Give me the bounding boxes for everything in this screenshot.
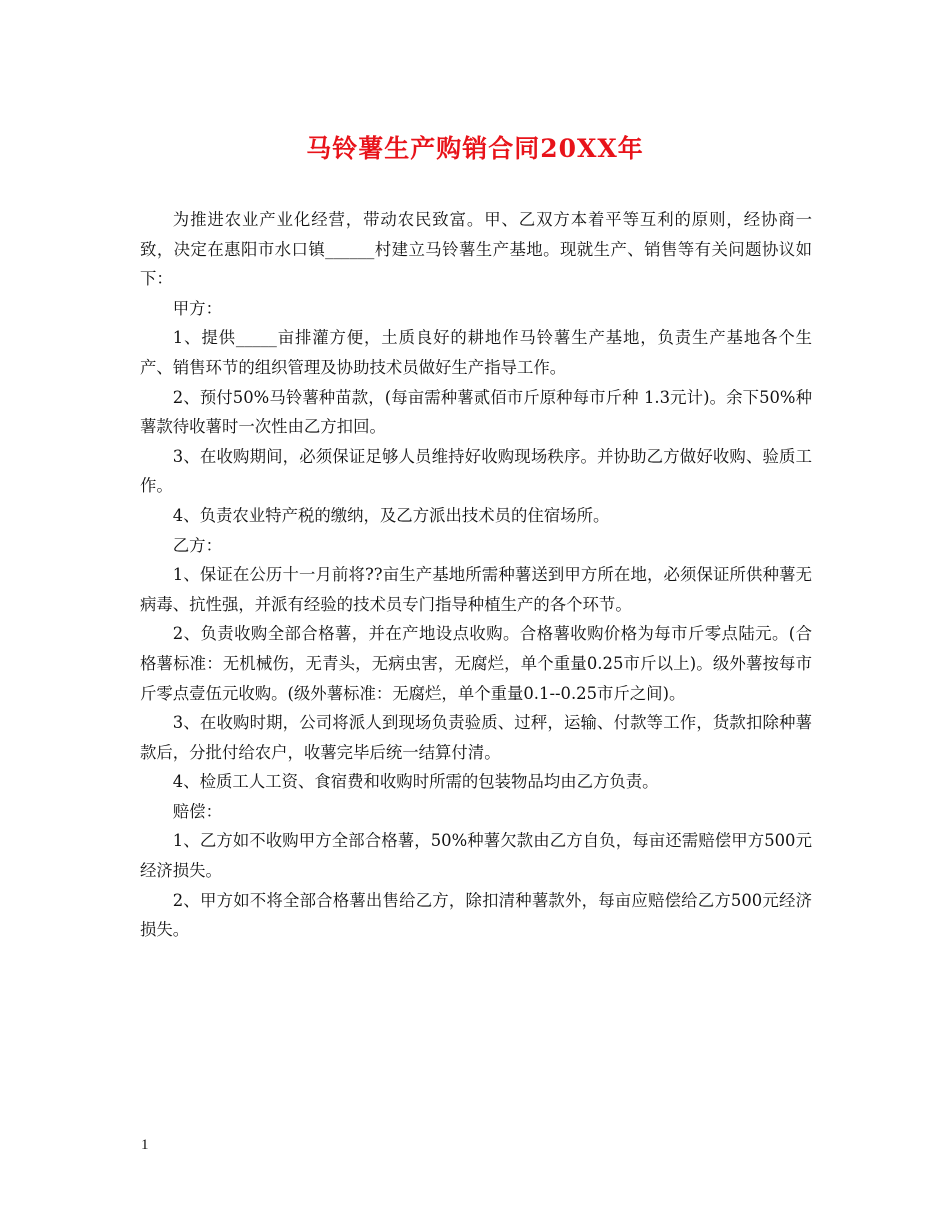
section-heading-party-b: 乙方： [172, 535, 222, 555]
paragraph-party-b-1: 1、保证在公历十一月前将??亩生产基地所需种薯送到甲方所在地，必须保证所供种薯无病毒、抗性强，并派有经验的技术员专门指导种植生产的各个环节。 [140, 565, 812, 614]
paragraph-party-b-3: 3、在收购时期，公司将派人到现场负责验质、过秤，运输、付款等工作，货款扣除种薯款后，分批付给农户，收薯完毕后统一结算付清。 [140, 713, 812, 762]
paragraph-party-a-1: 1、提供_____亩排灌方便，土质良好的耕地作马铃薯生产基地，负责生产基地各个生产、销售环节的组织管理及协助技术员做好生产指导工作。 [140, 328, 812, 377]
paragraph-party-a-2: 2、预付50%马铃薯种苗款，(每亩需种薯贰佰市斤原种每市斤种 1.3元计)。余下50%种薯款待收薯时一次性由乙方扣回。 [140, 387, 812, 437]
section-heading-party-a: 甲方： [172, 298, 222, 318]
paragraph-party-a-4: 4、负责农业特产税的缴纳，及乙方派出技术员的住宿场所。 [172, 505, 610, 525]
page-number: 1 [141, 1137, 149, 1153]
document-title: 马铃薯生产购销合同20XX年 [306, 134, 644, 163]
section-heading-compensation: 赔偿： [172, 801, 222, 821]
paragraph-compensation-2: 2、甲方如不将全部合格薯出售给乙方，除扣清种薯款外，每亩应赔偿给乙方500元经济损失。 [140, 890, 812, 940]
paragraph-party-b-4: 4、检质工人工资、食宿费和收购时所需的包装物品均由乙方负责。 [172, 772, 659, 792]
paragraph-party-a-3: 3、在收购期间，必须保证足够人员维持好收购现场秩序。并协助乙方做好收购、验质工作。 [140, 446, 812, 496]
paragraph-compensation-1: 1、乙方如不收购甲方全部合格薯，50%种薯欠款由乙方自负，每亩还需赔偿甲方500元经济损失。 [140, 831, 812, 881]
document-body [140, 205, 812, 945]
paragraph-party-b-2: 2、负责收购全部合格薯，并在产地设点收购。合格薯收购价格为每市斤零点陆元。(合格薯标准：无机械伤，无青头，无病虫害，无腐烂，单个重量0.25市斤以上)。级外薯按每市斤零点壹伍元收购。(级外薯标准：无腐烂，单个重量0.1--0.25市斤之间)。 [140, 624, 812, 703]
paragraph-intro: 为推进农业产业化经营，带动农民致富。甲、乙双方本着平等互利的原则，经协商一致，决定在惠阳市水口镇______村建立马铃薯生产基地。现就生产、销售等有关问题协议如下： [140, 210, 812, 289]
